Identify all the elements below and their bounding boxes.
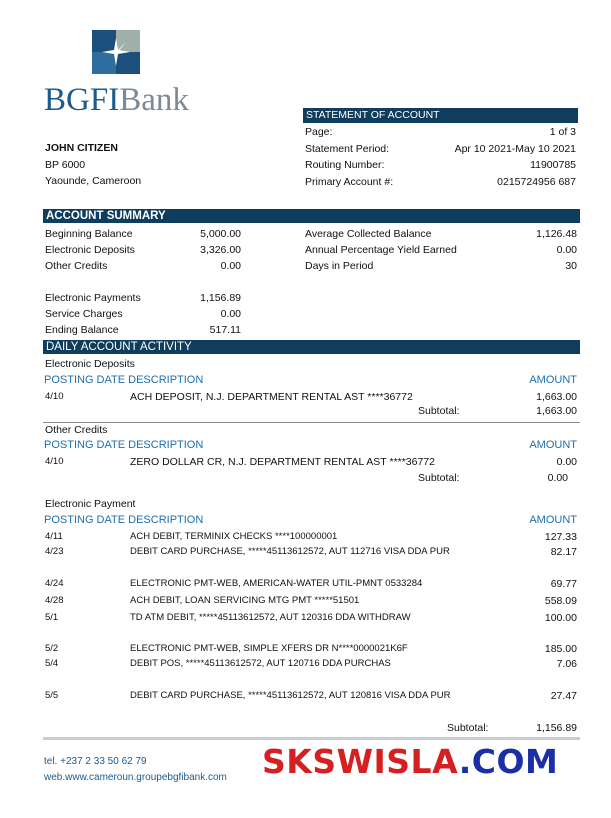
statement-field-account: Primary Account #: 0215724956 687 [305,175,576,188]
footer-phone: tel. +237 2 33 50 62 79 [44,756,147,767]
summary-other-credits: Other Credits 0.00 [45,260,241,272]
statement-header [303,108,578,190]
customer-name: JOHN CITIZEN [45,142,118,154]
summary-average-balance: Average Collected Balance 1,126.48 [305,228,577,240]
transaction-row: 4/11 ACH DEBIT, TERMINIX CHECKS ****100000001 127.33 [45,531,577,543]
column-header: POSTING DATE DESCRIPTION AMOUNT [44,514,577,526]
statement-field-routing: Routing Number: 11900785 [305,159,576,171]
account-summary-title: ACCOUNT SUMMARY [43,209,580,223]
transaction-row: 4/10 ZERO DOLLAR CR, N.J. DEPARTMENT RENTAL AST ****36772 0.00 [45,456,577,468]
daily-activity-title: DAILY ACCOUNT ACTIVITY [43,340,580,354]
summary-days-in-period: Days in Period 30 [305,260,577,272]
footer-website: web.www.cameroun.groupebgfibank.com [44,772,227,783]
transaction-row: 4/23 DEBIT CARD PURCHASE, *****45113612572, AUT 112716 VISA DDA PUR 82.17 [45,546,577,558]
transaction-row: 5/2 ELECTRONIC PMT-WEB, SIMPLE XFERS DR N****0000021K6F 185.00 [45,643,577,655]
group-electronic-deposits: Electronic Deposits [45,358,135,370]
column-header: POSTING DATE DESCRIPTION AMOUNT [44,439,577,451]
statement-title: STATEMENT OF ACCOUNT [303,108,578,123]
transaction-row: 5/5 DEBIT CARD PURCHASE, *****45113612572, AUT 120816 VISA DDA PUR 27.47 [45,690,577,702]
bank-brand-name: BGFIBank [44,82,189,118]
transaction-row: 5/4 DEBIT POS, *****45113612572, AUT 120716 DDA PURCHAS 7.06 [45,658,577,670]
column-header: POSTING DATE DESCRIPTION AMOUNT [44,374,577,386]
transaction-row: 4/24 ELECTRONIC PMT-WEB, AMERICAN-WATER UTIL-PMNT 0533284 69.77 [45,578,577,590]
summary-service-charges: Service Charges 0.00 [45,308,241,320]
statement-field-page: Page: 1 of 3 [305,126,576,138]
customer-address-line1: BP 6000 [45,158,86,171]
bank-logo-icon [92,30,140,74]
footer-divider [43,737,580,740]
transaction-row: 4/10 ACH DEPOSIT, N.J. DEPARTMENT RENTAL AST ****36772 1,663.00 [45,391,577,403]
watermark: SKSWISLA.COM [262,742,559,781]
summary-electronic-payments: Electronic Payments 1,156.89 [45,292,241,304]
customer-address-block [45,140,141,190]
subtotal-credits: Subtotal: 0.00 [418,472,568,484]
footer-contact [44,754,227,786]
summary-ending-balance: Ending Balance 517.11 [45,324,241,336]
statement-field-period: Statement Period: Apr 10 2021-May 10 2021 [305,142,576,155]
subtotal-payments: Subtotal: 1,156.89 [447,722,577,734]
summary-apy: Annual Percentage Yield Earned 0.00 [305,244,577,256]
group-electronic-payment: Electronic Payment [45,498,136,510]
transaction-row: 4/28 ACH DEBIT, LOAN SERVICING MTG PMT *****51501 558.09 [45,595,577,607]
transaction-row: 5/1 TD ATM DEBIT, *****45113612572, AUT 120316 DDA WITHDRAW 100.00 [45,612,577,624]
customer-address-line2: Yaounde, Cameroon [45,175,142,187]
group-other-credits: Other Credits [45,424,108,436]
summary-beginning-balance: Beginning Balance 5,000.00 [45,228,241,240]
subtotal-deposits: Subtotal: 1,663.00 [418,405,577,417]
divider [43,422,580,423]
summary-electronic-deposits: Electronic Deposits 3,326.00 [45,244,241,256]
